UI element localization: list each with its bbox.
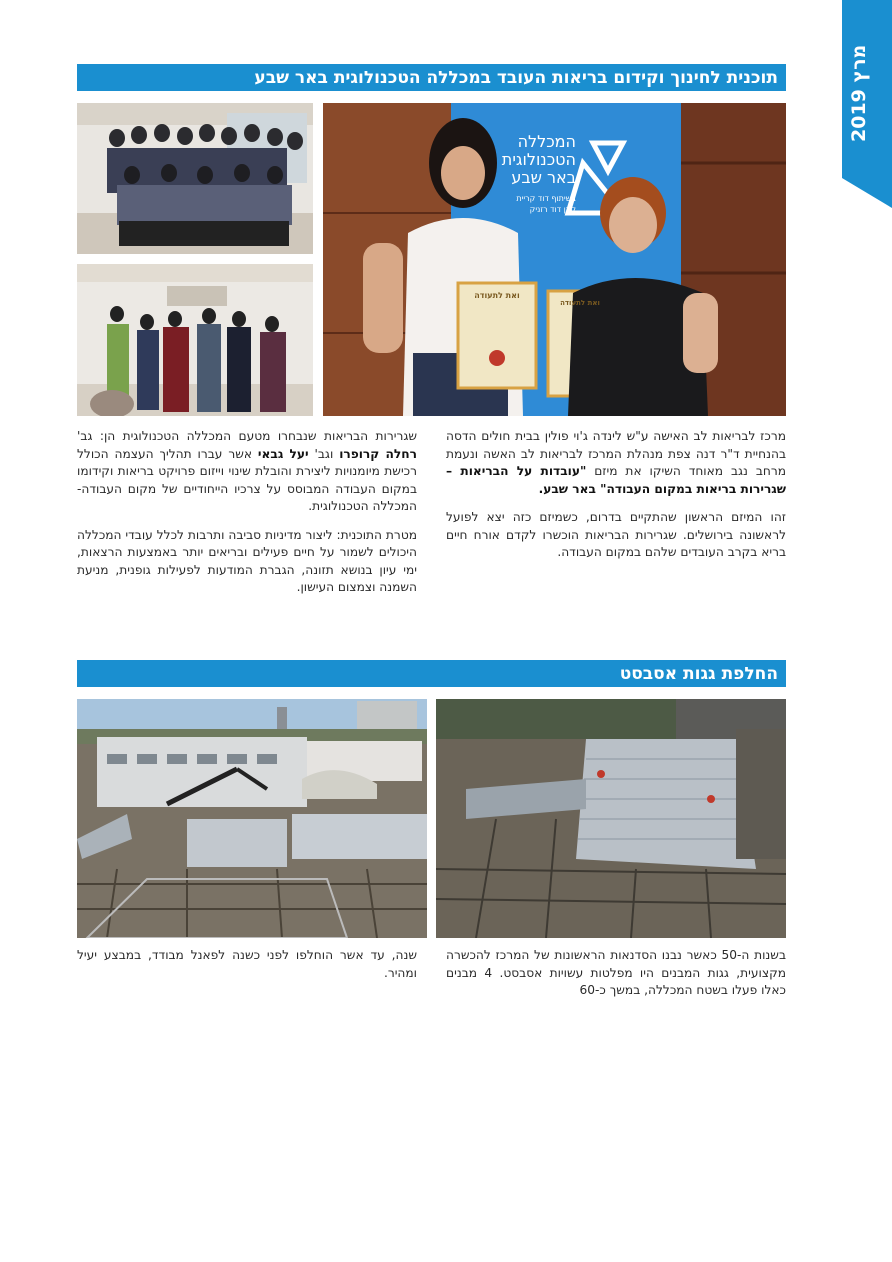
- section1-right-paragraph-2: זהו המיזם הראשון שהתקיים בדרום, כשמיזם כזה יצא לפועל לראשונה בירושלים. שגרירות הבריאות הוכשרו לקדם אורח חיים בריא בקרב העובדים שלהם במקום העבודה.: [446, 510, 786, 559]
- banner-line-1: המכללה: [517, 132, 576, 151]
- date-corner-tab: [842, 0, 892, 208]
- ambassador-name-1: רחלה קרופרו: [339, 446, 417, 461]
- section2-left-column: [77, 947, 417, 993]
- ambassadors-intro: שגרירות הבריאות שנבחרו מטעם המכללה הטכנולוגית הן: גב': [77, 429, 417, 443]
- banner-line-2: הטכנולוגית: [501, 150, 576, 169]
- section1-left-paragraph-2: מטרת התוכנית: ליצור מדיניות סביבה ותרבות לכלל עובדי המכללה היכולים לשמור על חיים פעילים ובריאים יותר באמצעות הרצאות, ימי עיון בנושא תזונה, הגברת המודעות לפעילות גופנית, מניעת השמנה וצמצום העישון.: [77, 527, 417, 594]
- section1-left-column: [77, 428, 417, 608]
- section2-title: החלפת גגות אסבסט: [77, 660, 786, 687]
- certificate-title-right: ואת לתעודה: [560, 299, 600, 307]
- section1-right-paragraph-1: [446, 428, 786, 498]
- banner-line-5: קרן דוד רזניק: [529, 205, 576, 214]
- ambassador-name-2: יעל גבאי: [257, 446, 309, 461]
- college-banner-text: [461, 133, 576, 215]
- ambassadors-certificate-photo: [323, 103, 786, 416]
- ambassadors-conjunction: וגב': [308, 446, 340, 461]
- launch-text: מרכז לבריאות לב האישה ע"ש לינדה ג'וי פולין בבית חולים הדסה בהנחיית ד"ר דנה צפת מנהלת המרכז לבריאות לב האשה ונעמת מרחב נגב מאוחד השיקו את מיזם: [446, 429, 786, 478]
- project-name-bold: "עובדות על הבריאות – שגרירות בריאות במקום העבודה" באר שבע.: [446, 464, 786, 496]
- certificate-title-left: ואת לתעודה: [474, 291, 520, 300]
- banner-line-4: בשיתוף דוד קריית: [516, 194, 576, 203]
- roof-replacement-photo-crane: [77, 699, 427, 938]
- section1-title: תוכנית לחינוך וקידום בריאות העובד במכללה הטכנולוגית באר שבע: [77, 64, 786, 91]
- section1-left-paragraph-1: [77, 428, 417, 516]
- section2-right-paragraph-1: בשנות ה-50 כאשר נבנו הסדנאות הראשונות של המרכז להכשרה מקצועית, גגות המבנים היו מפלטות עשויות אסבסט. 4 מבנים כאלו פעלו בשטח המכללה, במשך כ-60: [446, 948, 786, 997]
- section2-left-paragraph-1: שנה, עד אשר הוחלפו לפני כשנה לפאנל מבודד, במבצע יעיל ומהיר.: [77, 948, 417, 980]
- section2-right-column: [446, 947, 786, 1011]
- group-photo-seated: [77, 103, 313, 254]
- ambassadors-description: אשר עברו תהליך העצמה הכולל רכישת מיומנויות ליצירת והובלת שינוי וייזום פרויקט בריאות וקידומו במקום העבודה המבוסס על צרכיו הייחודיים של מקום העבודה- המכללה הטכנולוגית.: [77, 446, 417, 513]
- roof-replacement-photo-closeup: [436, 699, 786, 938]
- section1-right-column: [446, 428, 786, 573]
- issue-date-label: מרץ 2019: [848, 44, 870, 142]
- banner-line-3: באר שבע: [511, 168, 576, 187]
- group-photo-standing: [77, 264, 313, 416]
